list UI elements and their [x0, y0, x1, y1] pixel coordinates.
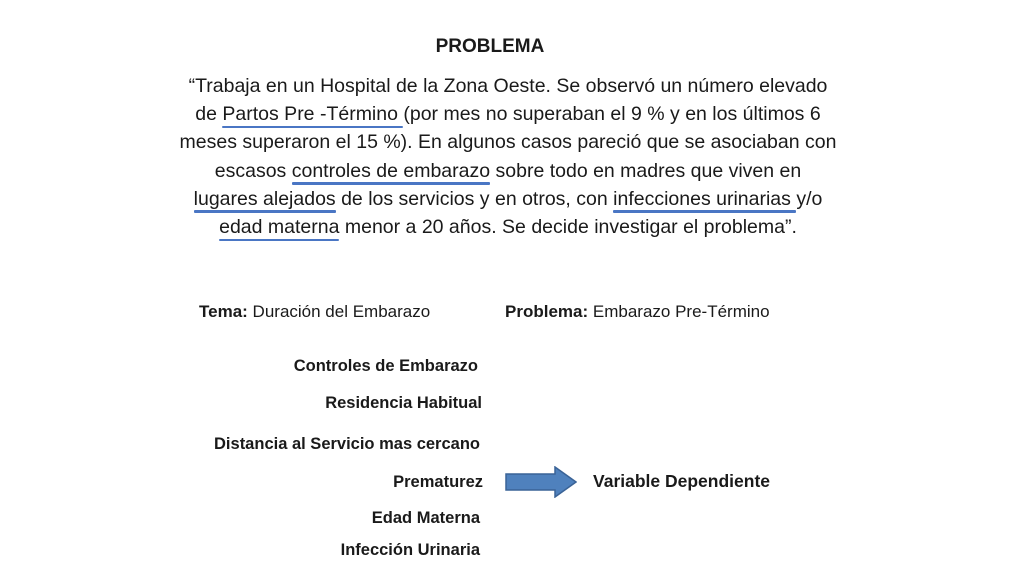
problema-label: Problema:	[505, 302, 589, 321]
tema-value: Duración del Embarazo	[252, 302, 431, 321]
paragraph-text: sobre todo en madres que viven en	[490, 159, 802, 182]
paragraph-line-3	[100, 128, 916, 156]
paragraph-text: meses superaron el 15 %). En algunos casos pareció que se asociaban con	[179, 131, 837, 154]
paragraph-text: de	[195, 103, 223, 126]
problema-value: Embarazo Pre-Término	[592, 302, 770, 321]
paragraph-text: de los servicios y en otros, con	[335, 187, 614, 210]
tema-line	[199, 302, 430, 322]
underlined-lugares-alejados: lugares alejados	[193, 187, 336, 210]
underlined-partos-pre-termino: Partos Pre -Término	[222, 103, 404, 126]
paragraph-line-2	[100, 100, 916, 128]
slide-title: PROBLEMA	[435, 36, 545, 57]
paragraph-text: menor a 20 años. Se decide investigar el problema”.	[339, 216, 797, 239]
variable-prematurez: Prematurez	[393, 473, 483, 491]
paragraph-text: “Trabaja en un Hospital de la Zona Oeste. Se observó un número elevado	[188, 75, 828, 97]
variable-infeccion-urinaria: Infección Urinaria	[340, 541, 480, 559]
paragraph-line-4	[100, 157, 916, 185]
variable-residencia-habitual: Residencia Habitual	[325, 394, 482, 412]
underlined-edad-materna: edad materna	[219, 216, 340, 239]
paragraph-text: (por mes no superaban el 9 % y en los últimos 6	[403, 103, 821, 126]
paragraph-line-1	[100, 72, 916, 100]
underlined-controles-de-embarazo: controles de embarazo	[291, 159, 491, 182]
problema-line	[505, 302, 770, 322]
right-arrow-icon	[505, 466, 577, 498]
paragraph-text: y/o	[796, 187, 823, 210]
paragraph-text: escasos	[214, 159, 292, 182]
variable-edad-materna: Edad Materna	[371, 509, 480, 527]
problem-paragraph	[100, 72, 916, 241]
tema-label: Tema:	[199, 302, 248, 321]
paragraph-line-6	[100, 213, 916, 241]
variable-dependiente-label: Variable Dependiente	[593, 471, 771, 491]
underlined-infecciones-urinarias: infecciones urinarias	[613, 187, 797, 210]
variable-controles-embarazo: Controles de Embarazo	[293, 357, 478, 375]
paragraph-line-5	[100, 185, 916, 213]
variable-distancia-servicio: Distancia al Servicio mas cercano	[214, 435, 480, 453]
